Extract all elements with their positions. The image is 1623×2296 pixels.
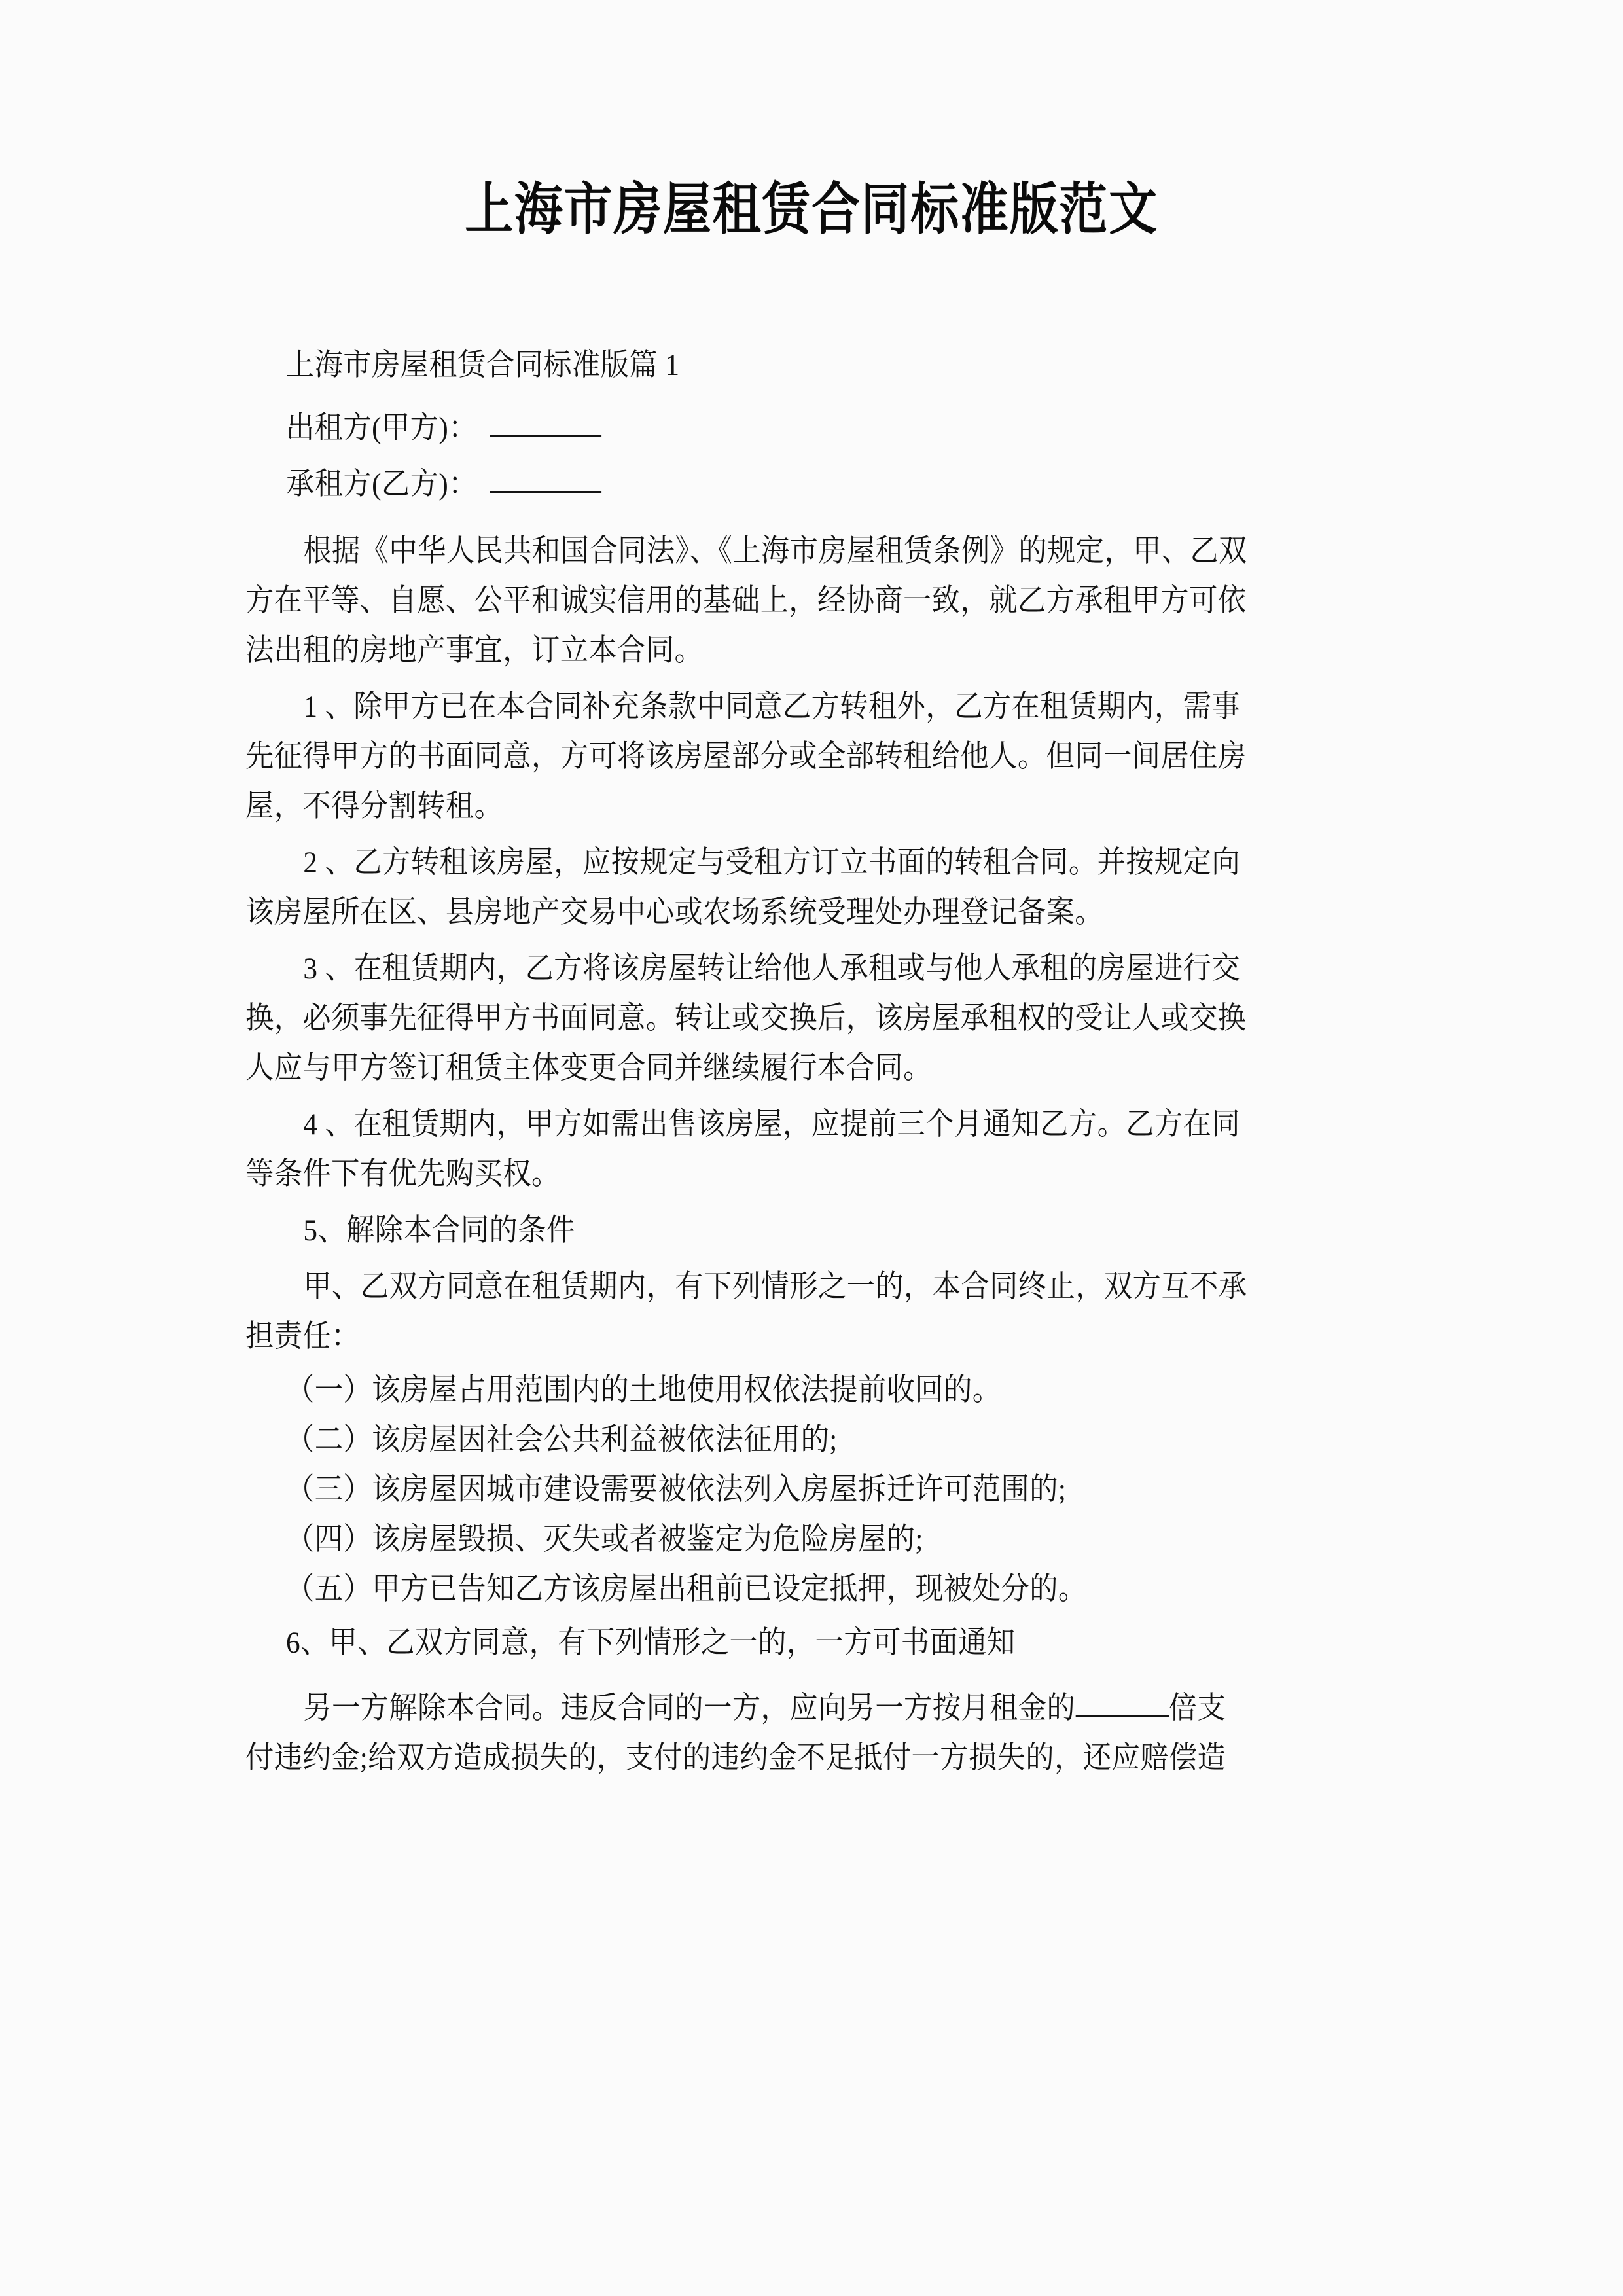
lessor-label: 出租方(甲方)： [286, 411, 477, 445]
document-body [245, 340, 1378, 1783]
clause-line: 该房屋所在区、县房地产交易中心或农场系统受理处办理登记备案。 [245, 895, 1103, 929]
penalty-multiplier-blank-field[interactable] [1075, 1715, 1169, 1717]
clause-3 [245, 944, 1378, 1093]
lessor-line [286, 403, 1418, 453]
page-title: 上海市房屋租赁合同标准版范文 [465, 178, 1158, 241]
clause-4 [245, 1100, 1378, 1199]
clause-2 [245, 838, 1378, 937]
closing-line-1 [245, 1683, 1378, 1733]
clause-line: 先征得甲方的书面同意，方可将该房屋部分或全部转租给他人。但同一间居住房 [245, 740, 1247, 774]
preamble-line: 方在平等、自愿、公平和诚实信用的基础上，经协商一致，就乙方承租甲方可依 [245, 584, 1247, 618]
clause-line: 人应与甲方签订租赁主体变更合同并继续履行本合同。 [245, 1051, 932, 1085]
termination-item: （五）甲方已告知乙方该房屋出租前已设定抵押，现被处分的。 [286, 1572, 1087, 1606]
preamble-line: 法出租的房地产事宜，订立本合同。 [245, 634, 704, 668]
clause-line: 屋，不得分割转租。 [245, 789, 503, 823]
clause-5 [245, 1206, 1378, 1255]
closing-text-after-blank: 倍支 [1168, 1691, 1226, 1725]
clause-line: 4 、在租赁期内，甲方如需出售该房屋，应提前三个月通知乙方。乙方在同 [303, 1107, 1241, 1141]
lessee-line [286, 459, 1418, 509]
lessee-blank-field[interactable] [490, 491, 601, 493]
closing-line-2: 付违约金;给双方造成损失的，支付的违约金不足抵付一方损失的，还应赔偿造 [245, 1741, 1226, 1775]
clause-line: 等条件下有优先购买权。 [245, 1157, 560, 1191]
clause-line: 1 、除甲方已在本合同补充条款中同意乙方转租外，乙方在租赁期内，需事 [303, 690, 1241, 724]
termination-intro-line: 担责任： [245, 1319, 360, 1354]
termination-intro-line: 甲、乙双方同意在租赁期内，有下列情形之一的，本合同终止，双方互不承 [303, 1270, 1247, 1304]
clause-6-line: 6、甲、乙双方同意，有下列情形之一的，一方可书面通知 [286, 1626, 1016, 1660]
clause-line: 3 、在租赁期内，乙方将该房屋转让给他人承租或与他人承租的房屋进行交 [303, 952, 1241, 986]
clause-line: 5、解除本合同的条件 [303, 1213, 575, 1247]
termination-item: （四）该房屋毁损、灭失或者被鉴定为危险房屋的; [286, 1522, 923, 1556]
lessor-blank-field[interactable] [490, 435, 601, 437]
clause-1 [245, 682, 1378, 831]
lessee-label: 承租方(乙方)： [286, 467, 477, 501]
preamble-line: 根据《中华人民共和国合同法》、《上海市房屋租赁条例》的规定，甲、乙双 [303, 534, 1247, 568]
termination-intro [245, 1262, 1378, 1361]
termination-item: （一）该房屋占用范围内的土地使用权依法提前收回的。 [286, 1373, 1001, 1407]
closing-paragraph [245, 1683, 1378, 1783]
closing-text-before-blank: 另一方解除本合同。违反合同的一方，应向另一方按月租金的 [303, 1691, 1076, 1725]
clause-line: 2 、乙方转租该房屋，应按规定与受租方订立书面的转租合同。并按规定向 [303, 846, 1241, 880]
preamble-paragraph [245, 526, 1378, 675]
clause-line: 换，必须事先征得甲方书面同意。转让或交换后，该房屋承租权的受让人或交换 [245, 1001, 1247, 1035]
termination-item: （三）该房屋因城市建设需要被依法列入房屋拆迁许可范围的; [286, 1473, 1067, 1507]
document-subtitle: 上海市房屋租赁合同标准版篇 1 [286, 348, 680, 382]
termination-item: （二）该房屋因社会公共利益被依法征用的; [286, 1423, 838, 1457]
